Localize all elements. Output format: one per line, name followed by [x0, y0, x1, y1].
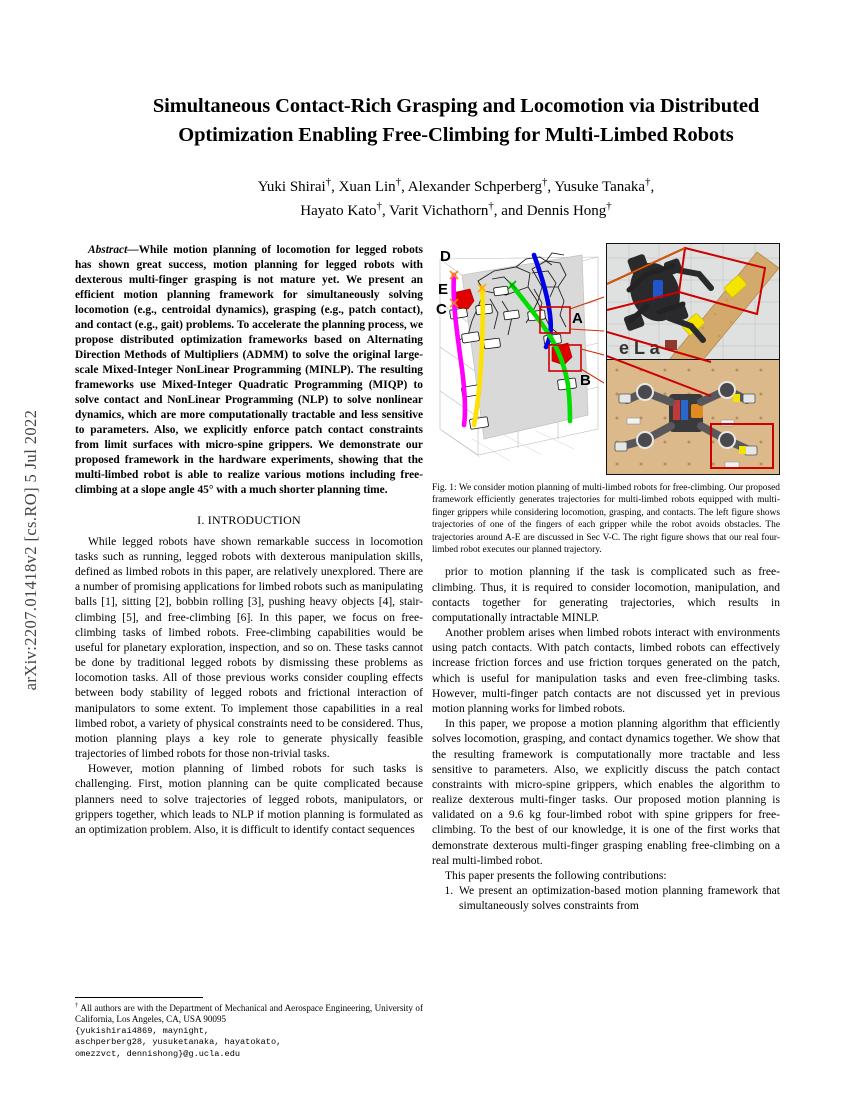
trajectory-plot-svg [432, 243, 604, 475]
right-paragraph-2: Another problem arises when limbed robots interact with environments using patch contacts. With patch contacts, limbed robots can effectively increase friction forces and use friction torques generated on the patch, which is useful for manipulation tasks and even free-climbing tasks. However, multi-finger patch contacts are not discussed yet in previous motion planning works for limbed robots. [432, 627, 780, 715]
footnote-emails-line-3: omezzvct, dennishong}@g.ucla.edu [75, 1048, 241, 1059]
figure-1 [432, 243, 780, 556]
right-paragraph-1: prior to motion planning if the task is complicated such as free-climbing. Thus, it is required to consider locomotion, manipulation, and contacts together for generating trajectories, which results in computationally intractable MINLP. [432, 566, 780, 624]
figure-1-caption [432, 482, 780, 556]
figure-caption-text: We consider motion planning of multi-limbed robots for free-climbing. Our proposed framework efficiently generates trajectories for multi-limbed robots equipped with multi-finger grippers while considering locomotion, grasping, and contacts. The left figure shows trajectories of one of the fingers of each gripper while the robot avoids obstacles. The trajectories around A-E are discussed in Sec V-C. The right figure shows that our real four-limbed robot executes our planned trajectory. [432, 483, 780, 556]
photo-pegboard-grasp [607, 359, 779, 474]
abstract-text: While motion planning of locomotion for legged robots has shown great success, motion planning for legged robots with dexterous multi-finger grasping is not mature yet. We present an efficient motion planning framework for simultaneously solving locomotion (e.g., centroidal dynamics), grasping (e.g., patch contact), and contact (e.g., gait) problems. To accelerate the planning process, we propose distributed optimization frameworks based on Alternating Direction Methods of Multipliers (ADMM) to solve the original large-scale Mixed-Integer NonLinear Programming (MINLP). The resulting frameworks use Mixed-Integer Quadratic Programming (MIQP) to solve contact and NonLinear Programming (NLP) to solve nonlinear dynamics, which are more computationally tractable and less sensitive to parameters. Also, we explicitly enforce patch contact constraints from limit surfaces with micro-spine grippers. We demonstrate our proposed framework in the hardware experiments, showing that the multi-limbed robot is able to realize various motions including free-climbing at a slope angle 45° with a much shorter planning time. [75, 244, 423, 496]
plot-label-a: A [572, 310, 583, 327]
right-paragraph-3: In this paper, we propose a motion planning algorithm that efficiently solves locomotion, grasping, and contact dynamics together. We show that the resulting framework is computationally more tractable and less sensitive to parameters. Also, we explicitly discuss the patch contact constraints with micro-spine grippers, which enables the algorithm to realize dexterous multi-finger tasks. Our proposed motion planning is validated on a 9.6 kg four-limbed robot with spine grippers for free-climbing. To the best of our knowledge, it is one of the first works that demonstrate dexterous multi-finger grasping enabling free-climbing on a real multi-limbed robot. [432, 718, 780, 867]
intro-paragraph-2: However, motion planning of limbed robots for such tasks is challenging. First, motion planning can be quite complicated because planners need to solve trajectories of legged robots, manipulators, or grippers together, which leads to NLP if motion planning is formulated as an optimization problem. Also, it is difficult to identify contact sequences [75, 763, 423, 836]
footnote-rule [75, 997, 203, 998]
footnote-emails-line-1: {yukishirai4869, maynight, [75, 1025, 210, 1036]
plot-label-b: B [580, 372, 591, 389]
figure-number: Fig. 1: [432, 483, 457, 493]
plot-label-d: D [440, 248, 451, 265]
paper-title-line-1: Simultaneous Contact-Rich Grasping and Locomotion via Distributed [152, 95, 760, 117]
photo-inclined-wall-climb [607, 244, 779, 359]
plot-label-e: E [438, 281, 449, 298]
arxiv-identifier: arXiv:2207.01418v2 [cs.RO] 5 Jul 2022 [21, 409, 40, 691]
two-column-body [62, 243, 850, 1073]
yellow-marker-bottom [733, 394, 740, 402]
paper-title-line-2: Optimization Enabling Free-Climbing for Multi-Limbed Robots [178, 124, 734, 147]
floor-grid [442, 431, 574, 461]
author-list [62, 176, 850, 223]
right-paragraph-4: This paper presents the following contributions: [445, 869, 667, 882]
photo-bottom-svg [607, 360, 779, 474]
paper-page [62, 0, 850, 1100]
footnote-emails-line-2: aschperberg28, yusuketanaka, hayatokato, [75, 1037, 282, 1048]
author-line-1: Yuki Shirai†, Xuan Lin†, Alexander Schperberg†, Yusuke Tanaka†, [257, 176, 655, 196]
intro-paragraph-1: While legged robots have shown remarkable success in locomotion tasks such as running, legged robots with dexterous manipulation skills, defined as limbed robots in this paper, are relatively unexplored. There are a number of promising applications for limbed robots such as manipulating balls [1], sitting [2], bobbin rolling [3], pushing heavy objects [4], stair-climbing [5], and free-climbing [6]. In this paper, we focus on free-climbing tasks of limbed robots. Free-climbing capabilities would be useful for planetary exploration, inspection, and so on. These tasks cannot be done by traditional legged robots by dismissing these problems as locomotion tasks. All of those previous works consider coupling effects between body stability of legged robots and frictional interaction of manipulators to some extent. To implement those capabilities in a real limbed robot, a variety of physical constraints need to be considered. Thus, motion planning plays a key role to generate physically feasible trajectories of limbed robots for those non-trivial tasks. [75, 535, 423, 761]
robot-blue-component [653, 280, 663, 298]
figure-1-right-photos [606, 243, 780, 475]
abstract-lead-in: Abstract— [88, 244, 139, 256]
figure-1-images [432, 243, 780, 475]
lab-watermark-text: e L a [619, 338, 660, 358]
yellow-marker-bottom-2 [739, 446, 746, 454]
footnote-text [75, 1003, 423, 1060]
page-title [106, 92, 806, 150]
footnote-block [75, 997, 423, 1060]
photo-top-svg [607, 244, 779, 359]
contributions-list [432, 884, 780, 914]
author-line-2: Hayato Kato†, Varit Vichathorn†, and Dennis Hong† [300, 199, 612, 219]
left-column [75, 243, 423, 838]
section-heading-introduction: I. INTRODUCTION [197, 512, 301, 527]
right-column [432, 243, 780, 914]
plot-label-c: C [436, 301, 447, 318]
figure-1-left-3d-plot [432, 243, 604, 475]
footnote-marker: † [75, 1001, 79, 1009]
footnote-affiliation: All authors are with the Department of Mechanical and Aerospace Engineering, University of California, Los Angeles, CA, USA 90095 [75, 1002, 423, 1025]
title-block [62, 0, 850, 224]
arxiv-stamp [0, 0, 62, 1100]
right-column-text [432, 565, 780, 914]
abstract-paragraph [75, 243, 423, 498]
red-block [665, 340, 677, 350]
list-item: 1. We present an optimization-based motion planning framework that simultaneously solves constraints from [456, 884, 780, 914]
